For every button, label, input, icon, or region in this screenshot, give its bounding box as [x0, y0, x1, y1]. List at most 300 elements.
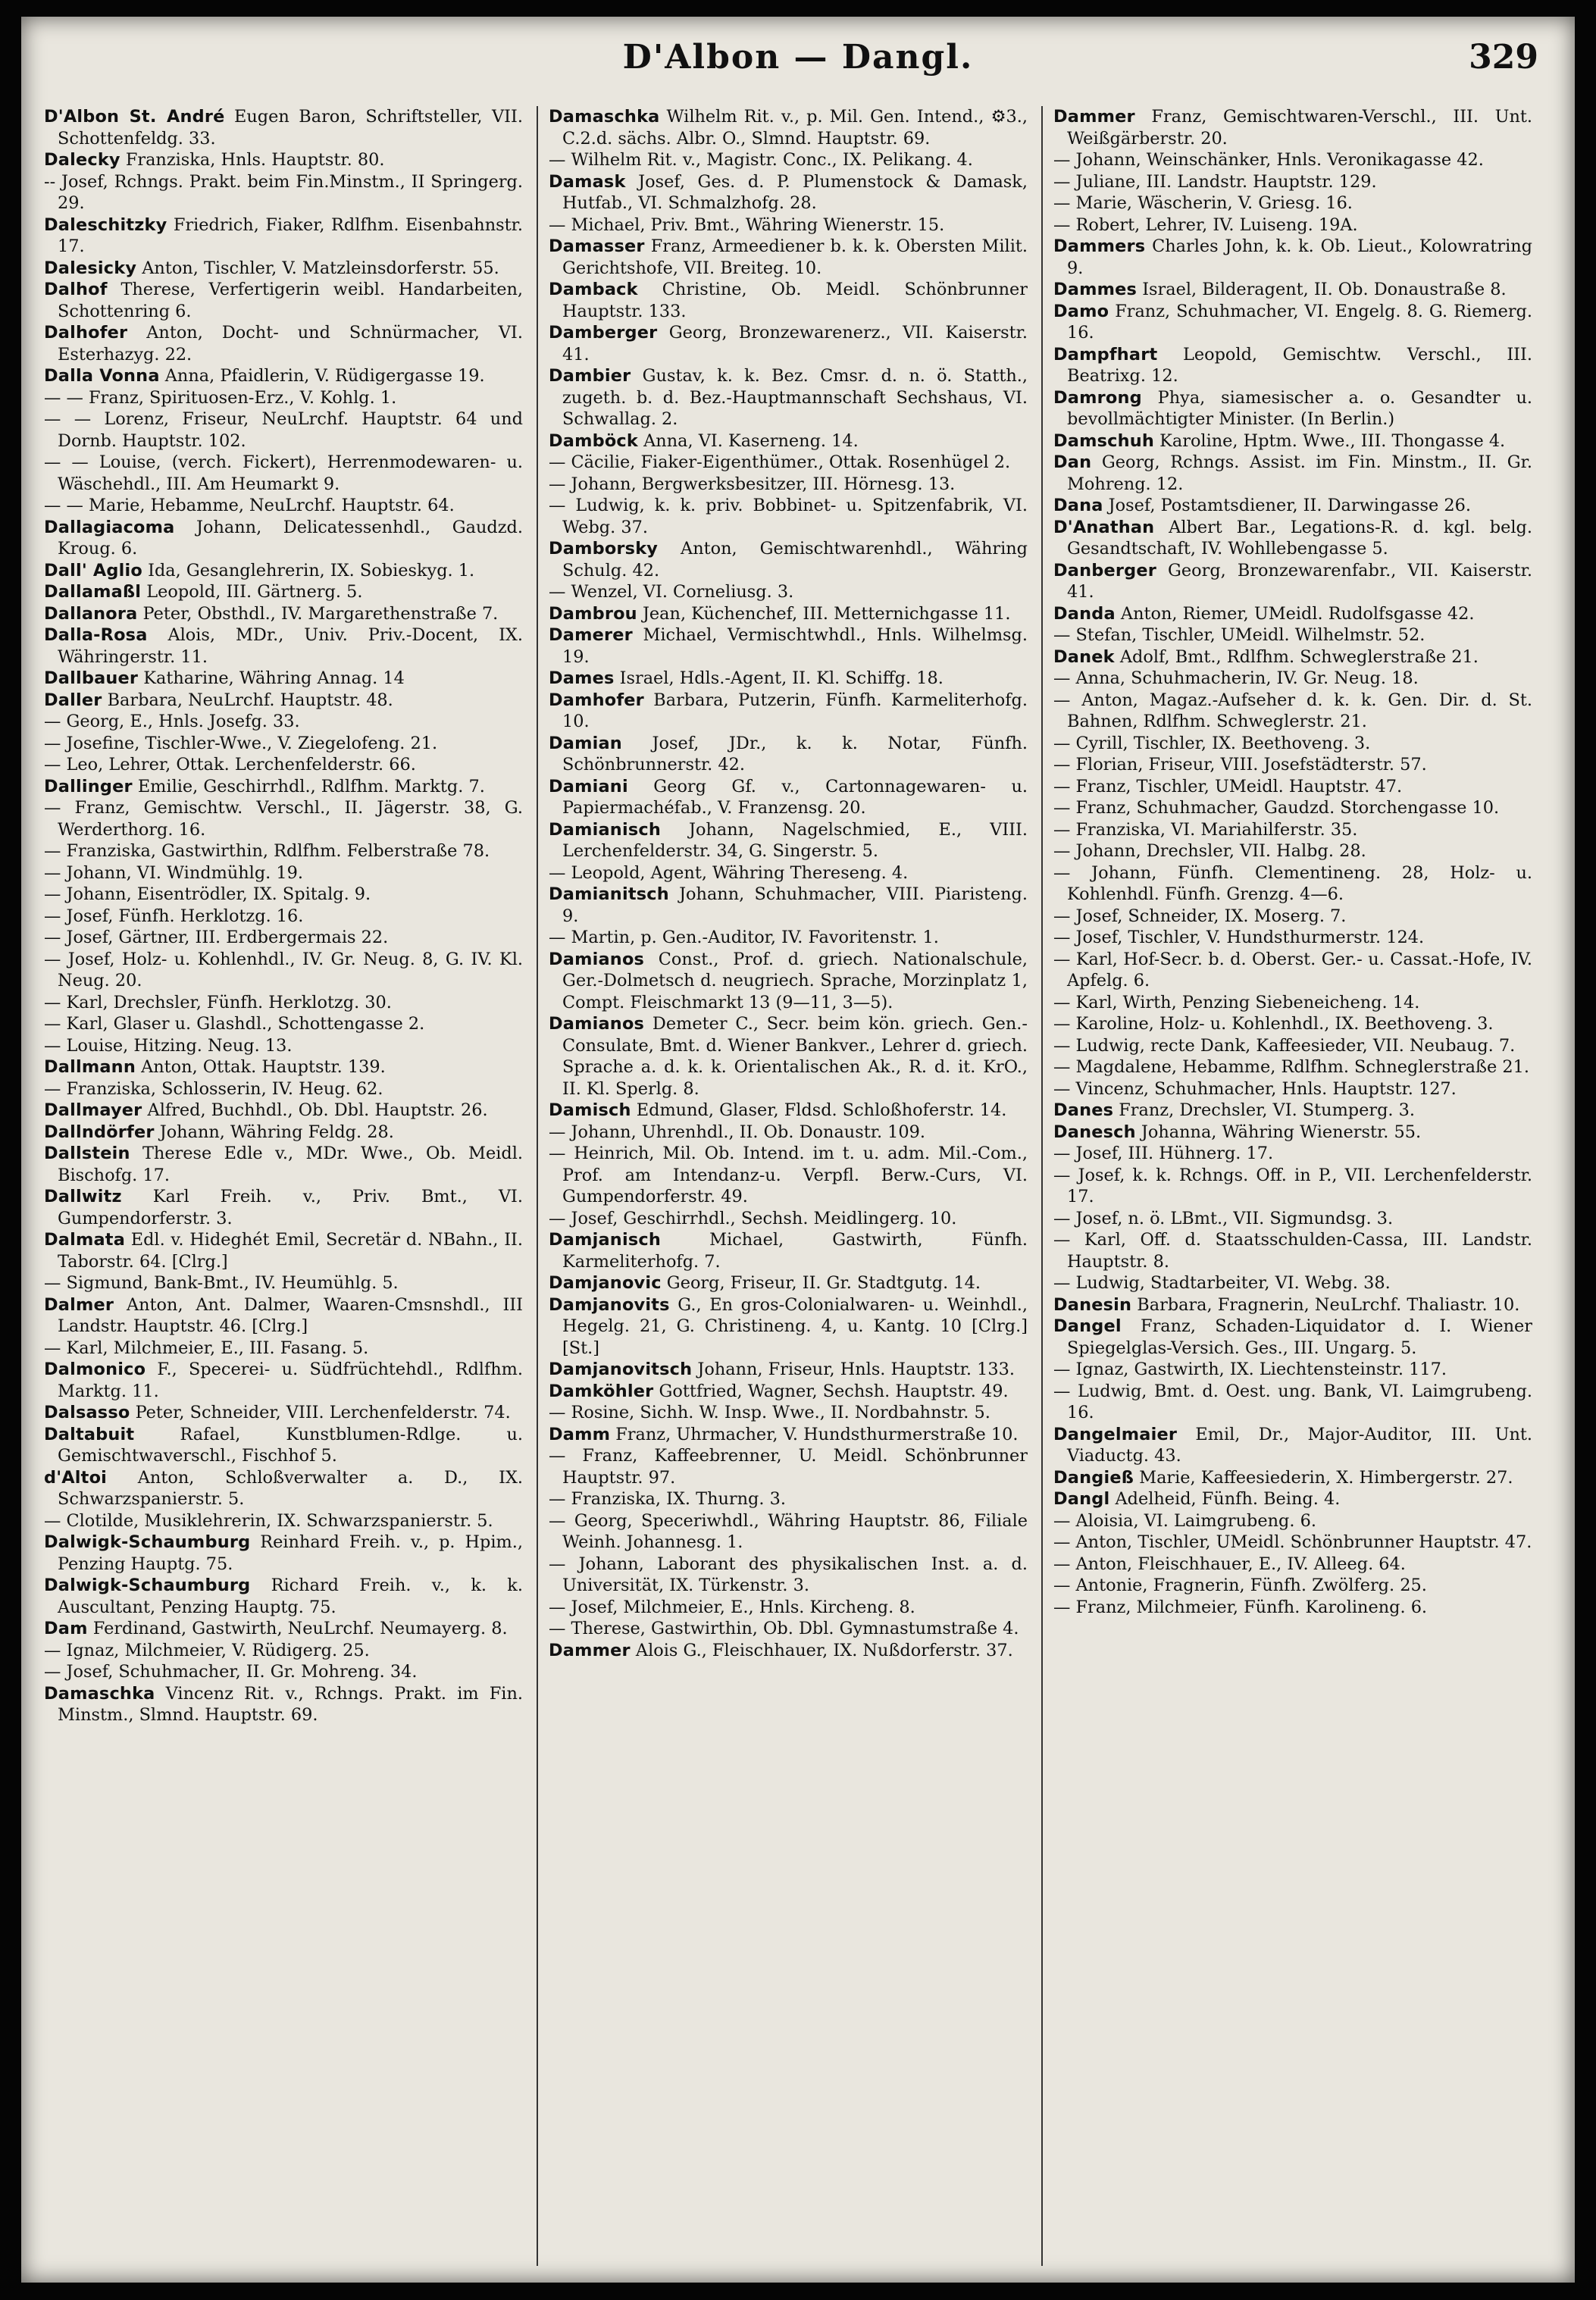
directory-entry: [44, 581, 523, 603]
entry-details: G., En gros-Colonialwaren- u. Weinhdl., Hegelg. 21, G. Christineng. 4, u. Kantg. 10 [Clrg.] [St.]: [562, 1294, 1028, 1358]
entry-surname: Dalesicky: [44, 258, 137, 278]
entry-details: Emil, Dr., Major-Auditor, III. Unt. Viaductg. 43.: [1067, 1424, 1532, 1466]
directory-entry: [1053, 1381, 1532, 1424]
directory-entry: [549, 603, 1028, 625]
entry-surname: Dalhof: [44, 280, 108, 299]
directory-entry: [549, 1294, 1028, 1360]
directory-entry: [44, 1683, 523, 1726]
directory-entry: [549, 776, 1028, 819]
entry-details: — Ludwig, Stadtarbeiter, VI. Webg. 38.: [1053, 1273, 1391, 1293]
directory-entry: [44, 1013, 523, 1035]
directory-entry: [44, 690, 523, 712]
entry-details: Georg, Friseur, II. Gr. Stadtgutg. 14.: [661, 1273, 981, 1293]
entry-details: — Ignaz, Milchmeier, V. Rüdigerg. 25.: [44, 1640, 370, 1660]
entry-surname: Dalmonico: [44, 1360, 146, 1379]
entry-details: Alfred, Buchhdl., Ob. Dbl. Hauptstr. 26.: [142, 1100, 488, 1120]
directory-entry: [44, 1100, 523, 1122]
entry-details: — Antonie, Fragnerin, Fünfh. Zwölferg. 25.: [1053, 1576, 1427, 1595]
entry-details: Johann, Schuhmacher, VIII. Piaristeng. 9.: [562, 884, 1028, 926]
entry-details: Johann, Delicatessenhdl., Gaudzd. Kroug. 6.: [58, 517, 523, 559]
entry-details: — Josefine, Tischler-Wwe., V. Ziegelofeng. 21.: [44, 733, 438, 753]
entry-details: — Stefan, Tischler, UMeidl. Wilhelmstr. 52.: [1053, 625, 1425, 645]
entry-surname: Damschuh: [1053, 430, 1155, 451]
entry-details: — Magdalene, Hebamme, Rdlfhm. Schneglerstraße 21.: [1053, 1057, 1529, 1077]
directory-entry: [44, 1640, 523, 1662]
directory-entry: [1053, 214, 1532, 236]
entry-details: — Georg, Speceriwhdl., Währing Hauptstr. 86, Filiale Weinh. Johannesg. 1.: [549, 1510, 1028, 1552]
entry-details: — Franziska, Gastwirthin, Rdlfhm. Felberstraße 78.: [44, 841, 490, 861]
entry-details: Edmund, Glaser, Fldsd. Schloßhoferstr. 14.: [631, 1100, 1007, 1120]
entry-surname: Dana: [1053, 496, 1103, 515]
entry-details: Israel, Hdls.-Agent, II. Kl. Schiffg. 18.: [614, 668, 944, 688]
entry-surname: Dallanora: [44, 603, 138, 624]
directory-entry: [44, 560, 523, 582]
entry-details: Rafael, Kunstblumen-Rdlge. u. Gemischtwaverschl., Fischhof 5.: [58, 1424, 523, 1466]
directory-entry: [1053, 797, 1532, 819]
entry-details: — Karl, Hof-Secr. b. d. Oberst. Ger.- u. Cassat.-Hofe, IV. Apfelg. 6.: [1053, 949, 1532, 990]
directory-entry: [549, 452, 1028, 474]
entry-surname: Dampfhart: [1053, 344, 1158, 365]
entry-details: — Leopold, Agent, Währing Thereseng. 4.: [549, 862, 909, 883]
directory-entry: [549, 1208, 1028, 1230]
directory-entry: [1053, 992, 1532, 1014]
entry-details: — Martin, p. Gen.-Auditor, IV. Favoritenstr. 1.: [549, 928, 939, 947]
directory-entry: [44, 1467, 523, 1510]
directory-entry: [549, 474, 1028, 496]
directory-entry: [549, 1229, 1028, 1272]
page-number: 329: [1469, 38, 1538, 77]
directory-entry: [1053, 776, 1532, 798]
entry-details: Gustav, k. k. Bez. Cmsr. d. n. ö. Statth., zugeth. b. d. Bez.-Hauptmannschaft Sechshaus, VI. Schwallag. 2.: [562, 366, 1028, 429]
directory-entry: [44, 1338, 523, 1360]
entry-surname: Danesin: [1053, 1294, 1132, 1315]
entry-surname: D'Albon St. André: [44, 107, 225, 127]
entry-surname: D'Anathan: [1053, 517, 1155, 537]
entry-surname: Damberger: [549, 323, 658, 343]
entry-details: Johann, Nagelschmied, E., VIII. Lerchenfelderstr. 34, G. Singerstr. 5.: [562, 819, 1028, 861]
entry-details: — Josef, Gärtner, III. Erdbergermais 22.: [44, 928, 389, 947]
entry-surname: Dalmata: [44, 1230, 126, 1250]
entry-details: Anton, Ant. Dalmer, Waaren-Cmsnshdl., III Landstr. Hauptstr. 46. [Clrg.]: [58, 1294, 523, 1336]
directory-entry: [549, 1510, 1028, 1554]
directory-entry: [1053, 668, 1532, 690]
entry-details: Franz, Schaden-Liquidator d. I. Wiener Spiegelglas-Versich. Ges., III. Ungarg. 5.: [1067, 1316, 1532, 1358]
directory-entry: [549, 581, 1028, 603]
directory-entry: [44, 149, 523, 171]
directory-entry: [44, 862, 523, 884]
entry-details: — Josef, Holz- u. Kohlenhdl., IV. Gr. Neug. 8, G. IV. Kl. Neug. 20.: [44, 949, 523, 990]
directory-entry: [549, 538, 1028, 581]
directory-entry: [1053, 1510, 1532, 1532]
directory-entry: [44, 1532, 523, 1575]
entry-details: — Josef, Schuhmacher, II. Gr. Mohreng. 34.: [44, 1662, 418, 1682]
entry-details: Josef, Postamtsdiener, II. Darwingasse 26.: [1103, 496, 1471, 515]
directory-entry: [44, 906, 523, 928]
entry-details: — Aloisia, VI. Laimgrubeng. 6.: [1053, 1510, 1316, 1531]
entry-surname: Dangieß: [1053, 1467, 1134, 1488]
entry-details: — Juliane, III. Landstr. Hauptstr. 129.: [1053, 171, 1377, 192]
directory-entry: [549, 668, 1028, 690]
entry-details: Franz, Gemischtwaren-Verschl., III. Unt. Weißgärberstr. 20.: [1067, 107, 1532, 149]
entry-details: Edl. v. Hideghét Emil, Secretär d. NBahn., II. Taborstr. 64. [Clrg.]: [58, 1230, 523, 1272]
entry-details: — Johann, Drechsler, VII. Halbg. 28.: [1053, 841, 1366, 861]
entry-surname: Dall' Aglio: [44, 560, 142, 580]
entry-surname: Dallmayer: [44, 1100, 142, 1120]
directory-entry: [1053, 1078, 1532, 1100]
entry-surname: Dammers: [1053, 236, 1146, 256]
directory-entry: [1053, 106, 1532, 149]
entry-surname: Damborsky: [549, 539, 659, 559]
directory-entry: [549, 322, 1028, 365]
entry-details: Leopold, Gemischtw. Verschl., III. Beatrixg. 12.: [1067, 344, 1532, 386]
directory-entry: [44, 949, 523, 992]
entry-details: Anton, Schloßverwalter a. D., IX. Schwarzspanierstr. 5.: [58, 1467, 523, 1509]
entry-details: — Karoline, Holz- u. Kohlenhdl., IX. Beethoveng. 3.: [1053, 1014, 1494, 1034]
directory-entry: [1053, 387, 1532, 430]
directory-entry: [549, 1488, 1028, 1510]
directory-entry: [549, 1359, 1028, 1381]
entry-surname: Damjanisch: [549, 1230, 661, 1250]
entry-details: — Karl, Wirth, Penzing Siebeneicheng. 14.: [1053, 992, 1420, 1012]
entry-surname: Damasser: [549, 236, 645, 256]
entry-details: Katharine, Währing Annag. 14: [138, 668, 405, 688]
entry-surname: Dalecky: [44, 150, 120, 170]
directory-entry: [44, 1424, 523, 1467]
entry-details: Richard Freih. v., k. k. Auscultant, Penzing Hauptg. 75.: [58, 1576, 523, 1617]
directory-entry: [549, 1597, 1028, 1619]
entry-details: — Ludwig, Bmt. d. Oest. ung. Bank, VI. Laimgrubeng. 16.: [1053, 1381, 1532, 1422]
entry-details: — Franz, Tischler, UMeidl. Hauptstr. 47.: [1053, 776, 1403, 796]
entry-surname: d'Altoi: [44, 1467, 108, 1488]
entry-details: Josef, Ges. d. P. Plumenstock & Damask, Hutfab., VI. Schmalzhofg. 28.: [562, 171, 1028, 213]
entry-details: — Josef, Geschirrhdl., Sechsh. Meidlingerg. 10.: [549, 1208, 957, 1228]
directory-entry: [1053, 840, 1532, 862]
column-1: [44, 106, 523, 2266]
entry-surname: Damiani: [549, 776, 628, 796]
entry-details: — Karl, Drechsler, Fünfh. Herklotzg. 30.: [44, 992, 392, 1012]
entry-details: — Karl, Off. d. Staatsschulden-Cassa, III. Landstr. Hauptstr. 8.: [1053, 1230, 1532, 1272]
entry-surname: Dallndörfer: [44, 1122, 155, 1142]
entry-details: Franz, Schuhmacher, VI. Engelg. 8. G. Riemerg. 16.: [1067, 301, 1532, 343]
entry-details: Reinhard Freih. v., p. Hpim., Penzing Hauptg. 75.: [58, 1532, 523, 1574]
entry-details: Adolf, Bmt., Rdlfhm. Schweglerstraße 21.: [1114, 646, 1479, 667]
directory-entry: [44, 884, 523, 906]
directory-entry: [44, 1618, 523, 1640]
entry-details: Leopold, III. Gärtnerg. 5.: [141, 582, 363, 602]
entry-surname: Dalwigk-Schaumburg: [44, 1576, 251, 1595]
directory-entry: [1053, 1208, 1532, 1230]
directory-entry: [1053, 1554, 1532, 1576]
entry-surname: Dallinger: [44, 776, 133, 796]
directory-entry: [1053, 1359, 1532, 1381]
directory-entry: [44, 1359, 523, 1402]
entry-surname: Daleschitzky: [44, 214, 167, 235]
directory-entry: [1053, 236, 1532, 279]
directory-entry: [1053, 949, 1532, 992]
directory-entry: [549, 1445, 1028, 1488]
directory-entry: [1053, 754, 1532, 776]
entry-details: — Marie, Wäscherin, V. Griesg. 16.: [1053, 193, 1353, 213]
entry-surname: Damm: [549, 1424, 611, 1444]
directory-entry: [549, 1424, 1028, 1446]
directory-entry: [1053, 1597, 1532, 1619]
entry-details: -- Josef, Rchngs. Prakt. beim Fin.Minstm., II Springerg. 29.: [44, 171, 523, 213]
entry-details: — Clotilde, Musiklehrerin, IX. Schwarzspanierstr. 5.: [44, 1510, 493, 1531]
entry-details: — Josef, k. k. Rchngs. Off. in P., VII. Lerchenfelderstr. 17.: [1053, 1165, 1532, 1206]
entry-details: Alois G., Fleischhauer, IX. Nußdorferstr. 37.: [630, 1640, 1013, 1660]
entry-surname: Dammer: [549, 1640, 631, 1660]
entry-details: — Johann, Laborant des physikalischen Inst. a. d. Universität, IX. Türkenstr. 3.: [549, 1554, 1028, 1595]
directory-entry: [549, 733, 1028, 776]
entry-surname: Danda: [1053, 603, 1116, 624]
directory-entry: [1053, 452, 1532, 495]
directory-entry: [44, 387, 523, 409]
entry-surname: Damo: [1053, 301, 1109, 321]
directory-entry: [1053, 430, 1532, 452]
entry-details: — — Franz, Spirituosen-Erz., V. Kohlg. 1.: [44, 387, 397, 408]
entry-details: — Franz, Schuhmacher, Gaudzd. Storchengasse 10.: [1053, 798, 1500, 818]
directory-entry: [44, 733, 523, 755]
directory-entry: [44, 1510, 523, 1532]
entry-details: — Josef, n. ö. LBmt., VII. Sigmundsg. 3.: [1053, 1208, 1394, 1228]
directory-entry: [1053, 646, 1532, 668]
entry-details: Barbara, NeuLrchf. Hauptstr. 48.: [102, 690, 393, 710]
entry-details: — Johann, Eisentrödler, IX. Spitalg. 9.: [44, 884, 371, 904]
directory-entry: [44, 1122, 523, 1144]
entry-details: Franz, Drechsler, VI. Stumperg. 3.: [1113, 1100, 1416, 1120]
directory-entry: [1053, 1294, 1532, 1316]
entry-details: — Rosine, Sichh. W. Insp. Wwe., II. Nordbahnstr. 5.: [549, 1403, 990, 1422]
entry-surname: Damianitsch: [549, 884, 669, 904]
entry-details: — Franz, Gemischtw. Verschl., II. Jägerstr. 38, G. Werderthorg. 16.: [44, 798, 523, 840]
entry-surname: Damaschka: [549, 107, 660, 127]
entry-details: Franz, Uhrmacher, V. Hundsthurmerstraße 10.: [610, 1424, 1019, 1444]
entry-surname: Danes: [1053, 1100, 1114, 1120]
entry-details: — Florian, Friseur, VIII. Josefstädterstr. 57.: [1053, 755, 1427, 774]
directory-entry: [549, 1100, 1028, 1122]
entry-details: — Robert, Lehrer, IV. Luiseng. 19A.: [1053, 214, 1358, 235]
entry-surname: Damian: [549, 733, 622, 753]
directory-entry: [549, 171, 1028, 214]
entry-surname: Dallwitz: [44, 1187, 122, 1206]
entry-surname: Dam: [44, 1619, 88, 1638]
directory-entry: [549, 884, 1028, 927]
entry-surname: Damköhler: [549, 1381, 654, 1401]
directory-entry: [1053, 927, 1532, 949]
entry-details: Anton, Ottak. Hauptstr. 139.: [135, 1057, 386, 1077]
entry-details: Charles John, k. k. Ob. Lieut., Kolowratring 9.: [1067, 236, 1532, 278]
column-3: [1053, 106, 1532, 2266]
entry-details: Jean, Küchenchef, III. Metternichgasse 11.: [637, 603, 1011, 624]
entry-surname: Damisch: [549, 1100, 631, 1120]
directory-entry: [44, 517, 523, 560]
directory-entry: [44, 279, 523, 322]
entry-surname: Dambrou: [549, 603, 637, 624]
entry-details: — Michael, Priv. Bmt., Währing Wienerstr. 15.: [549, 214, 945, 235]
directory-entry: [1053, 1165, 1532, 1208]
directory-entry: [44, 1294, 523, 1338]
column-divider: [1041, 106, 1043, 2266]
entry-details: Michael, Gastwirth, Fünfh. Karmeliterhofg. 7.: [562, 1230, 1028, 1272]
entry-details: — Wilhelm Rit. v., Magistr. Conc., IX. Pelikang. 4.: [549, 150, 973, 170]
entry-surname: Dan: [1053, 452, 1092, 472]
entry-surname: Damask: [549, 171, 626, 192]
directory-entry: [44, 797, 523, 840]
entry-surname: Dangel: [1053, 1316, 1122, 1336]
entry-details: Israel, Bilderagent, II. Ob. Donaustraße 8.: [1137, 280, 1507, 299]
directory-entry: [44, 1402, 523, 1424]
directory-entry: [549, 1013, 1028, 1100]
entry-surname: Damback: [549, 280, 638, 299]
entry-surname: Damaschka: [44, 1683, 155, 1704]
entry-details: — Wenzel, VI. Corneliusg. 3.: [549, 582, 794, 602]
column-divider: [537, 106, 538, 2266]
directory-entry: [1053, 1122, 1532, 1144]
entry-surname: Dammes: [1053, 280, 1138, 299]
entry-details: — Cyrill, Tischler, IX. Beethoveng. 3.: [1053, 733, 1371, 753]
entry-details: Marie, Kaffeesiederin, X. Himbergerstr. 27.: [1134, 1467, 1513, 1488]
entry-details: Johanna, Währing Wienerstr. 55.: [1135, 1122, 1422, 1142]
entry-details: Josef, JDr., k. k. Notar, Fünfh. Schönbrunnerstr. 42.: [562, 733, 1028, 774]
entry-details: — Louise, Hitzing. Neug. 13.: [44, 1035, 293, 1056]
entry-surname: Damjanovitsch: [549, 1360, 693, 1379]
directory-entry: [44, 840, 523, 862]
entry-details: Karl Freih. v., Priv. Bmt., VI. Gumpendorferstr. 3.: [58, 1187, 523, 1228]
entry-details: — Josef, III. Hühnerg. 17.: [1053, 1144, 1274, 1163]
directory-entry: [1053, 279, 1532, 301]
entry-details: Demeter C., Secr. beim kön. griech. Gen.-Consulate, Bmt. d. Wiener Bankver., Lehrer d. griech. Sprache a. d. k. k. Orientalischen Ak., R. d. it. KrO., II. Kl. Sperlg. 8.: [562, 1014, 1028, 1099]
directory-entry: [44, 106, 523, 149]
entry-details: — Franziska, VI. Mariahilferstr. 35.: [1053, 819, 1358, 840]
entry-surname: Damianisch: [549, 819, 661, 840]
directory-entry: [1053, 1316, 1532, 1359]
entry-details: Emilie, Geschirrhdl., Rdlfhm. Marktg. 7.: [132, 776, 485, 796]
directory-entry: [44, 1229, 523, 1272]
directory-entry: [1053, 517, 1532, 560]
directory-entry: [1053, 862, 1532, 906]
directory-page: [21, 17, 1575, 2283]
entry-details: Barbara, Putzerin, Fünfh. Karmeliterhofg. 10.: [562, 690, 1028, 731]
entry-surname: Dalla Vonna: [44, 366, 160, 386]
entry-surname: Danesch: [1053, 1122, 1136, 1142]
directory-entry: [549, 624, 1028, 668]
entry-details: — Franziska, Schlosserin, IV. Heug. 62.: [44, 1078, 383, 1099]
entry-details: — Anton, Tischler, UMeidl. Schönbrunner Hauptstr. 47.: [1053, 1532, 1532, 1552]
directory-entry: [1053, 149, 1532, 171]
entry-details: — Franz, Kaffeebrenner, U. Meidl. Schönbrunner Hauptstr. 97.: [549, 1446, 1028, 1488]
directory-entry: [44, 1661, 523, 1683]
entry-surname: Damböck: [549, 430, 638, 451]
entry-details: — Johann, Weinschänker, Hnls. Veronikagasse 42.: [1053, 150, 1484, 170]
entry-details: — Anton, Fleischhauer, E., IV. Alleeg. 64.: [1053, 1554, 1406, 1574]
directory-entry: [549, 214, 1028, 236]
directory-entry: [549, 949, 1028, 1014]
directory-entry: [44, 214, 523, 258]
entry-details: Michael, Vermischtwhdl., Hnls. Wilhelmsg. 19.: [562, 625, 1028, 667]
directory-entry: [549, 430, 1028, 452]
entry-surname: Dallamaßl: [44, 582, 142, 602]
directory-entry: [44, 711, 523, 733]
entry-details: Therese Edle v., MDr. Wwe., Ob. Meidl. Bischofg. 17.: [58, 1144, 523, 1185]
entry-details: Vincenz Rit. v., Rchngs. Prakt. im Fin. Minstm., Slmnd. Hauptstr. 69.: [58, 1683, 523, 1725]
entry-details: — Anton, Magaz.-Aufseher d. k. k. Gen. Dir. d. St. Bahnen, Rdlfhm. Schweglerstr. 21.: [1053, 690, 1532, 731]
entry-details: — Ludwig, k. k. priv. Bobbinet- u. Spitzenfabrik, VI. Webg. 37.: [549, 496, 1028, 537]
entry-details: — Johann, Bergwerksbesitzer, III. Hörnesg. 13.: [549, 474, 956, 494]
entry-details: Peter, Obsthdl., IV. Margarethenstraße 7.: [137, 603, 499, 624]
entry-details: — Karl, Milchmeier, E., III. Fasang. 5.: [44, 1338, 369, 1358]
directory-entry: [1053, 1013, 1532, 1035]
directory-entry: [44, 1078, 523, 1100]
entry-details: Anton, Gemischtwarenhdl., Währing Schulg. 42.: [562, 539, 1028, 580]
entry-surname: Dalhofer: [44, 323, 128, 343]
directory-entry: [1053, 344, 1532, 387]
entry-surname: Daller: [44, 690, 102, 710]
directory-entry: [44, 258, 523, 280]
directory-entry: [1053, 1467, 1532, 1489]
directory-entry: [1053, 1532, 1532, 1554]
entry-surname: Danberger: [1053, 560, 1156, 580]
entry-surname: Dalmer: [44, 1294, 114, 1315]
entry-details: Anna, VI. Kaserneng. 14.: [638, 430, 859, 451]
directory-entry: [1053, 819, 1532, 841]
directory-entry: [1053, 1035, 1532, 1057]
entry-surname: Damerer: [549, 625, 633, 645]
directory-entry: [44, 1143, 523, 1186]
entry-details: Anton, Docht- und Schnürmacher, VI. Esterhazyg. 22.: [58, 323, 523, 365]
entry-surname: Damianos: [549, 949, 645, 969]
entry-surname: Damhofer: [549, 690, 644, 710]
entry-details: — — Lorenz, Friseur, NeuLrchf. Hauptstr. 64 und Dornb. Hauptstr. 102.: [44, 409, 523, 451]
directory-entry: [44, 1035, 523, 1057]
entry-surname: Danek: [1053, 646, 1115, 667]
entry-details: — Johann, VI. Windmühlg. 19.: [44, 862, 304, 883]
entry-surname: Dallmann: [44, 1057, 136, 1077]
page-header: [52, 38, 1544, 91]
entry-details: Christine, Ob. Meidl. Schönbrunner Hauptstr. 133.: [562, 280, 1028, 321]
directory-entry: [549, 1272, 1028, 1294]
entry-surname: Dammer: [1053, 107, 1135, 127]
entry-surname: Dallbauer: [44, 668, 139, 688]
entry-details: — Ignaz, Gastwirth, IX. Liechtensteinstr. 117.: [1053, 1360, 1447, 1379]
entry-details: — Johann, Uhrenhdl., II. Ob. Donaustr. 109.: [549, 1122, 926, 1142]
entry-surname: Dallstein: [44, 1144, 130, 1163]
entry-details: — Karl, Glaser u. Glashdl., Schottengasse 2.: [44, 1014, 425, 1034]
entry-details: Adelheid, Fünfh. Being. 4.: [1109, 1489, 1341, 1509]
directory-entry: [549, 1122, 1028, 1144]
entry-details: Alois, MDr., Univ. Priv.-Docent, IX. Währingerstr. 11.: [58, 625, 523, 667]
directory-entry: [1053, 906, 1532, 928]
entry-details: — Vincenz, Schuhmacher, Hnls. Hauptstr. 127.: [1053, 1078, 1457, 1099]
entry-details: Johann, Friseur, Hnls. Hauptstr. 133.: [692, 1360, 1015, 1379]
entry-details: — — Marie, Hebamme, NeuLrchf. Hauptstr. 64.: [44, 496, 455, 515]
entry-details: — Josef, Schneider, IX. Moserg. 7.: [1053, 906, 1347, 926]
entry-surname: Daltabuit: [44, 1424, 135, 1444]
entry-details: — Therese, Gastwirthin, Ob. Dbl. Gymnastumstraße 4.: [549, 1619, 1019, 1638]
entry-details: F., Specerei- u. Südfrüchtehdl., Rdlfhm. Marktg. 11.: [58, 1360, 523, 1401]
entry-details: Friedrich, Fiaker, Rdlfhm. Eisenbahnstr. 17.: [58, 214, 523, 256]
directory-entry: [44, 365, 523, 387]
entry-details: Peter, Schneider, VIII. Lerchenfelderstr. 74.: [130, 1403, 511, 1422]
entry-details: — Franziska, IX. Thurng. 3.: [549, 1489, 786, 1509]
entry-details: — Josef, Fünfh. Herklotzg. 16.: [44, 906, 304, 926]
directory-entry: [549, 236, 1028, 279]
directory-entry: [1053, 1575, 1532, 1597]
directory-entry: [44, 992, 523, 1014]
entry-details: — Anna, Schuhmacherin, IV. Gr. Neug. 18.: [1053, 668, 1419, 688]
entry-surname: Damianos: [549, 1014, 645, 1034]
directory-entry: [44, 1272, 523, 1294]
directory-entry: [1053, 1100, 1532, 1122]
